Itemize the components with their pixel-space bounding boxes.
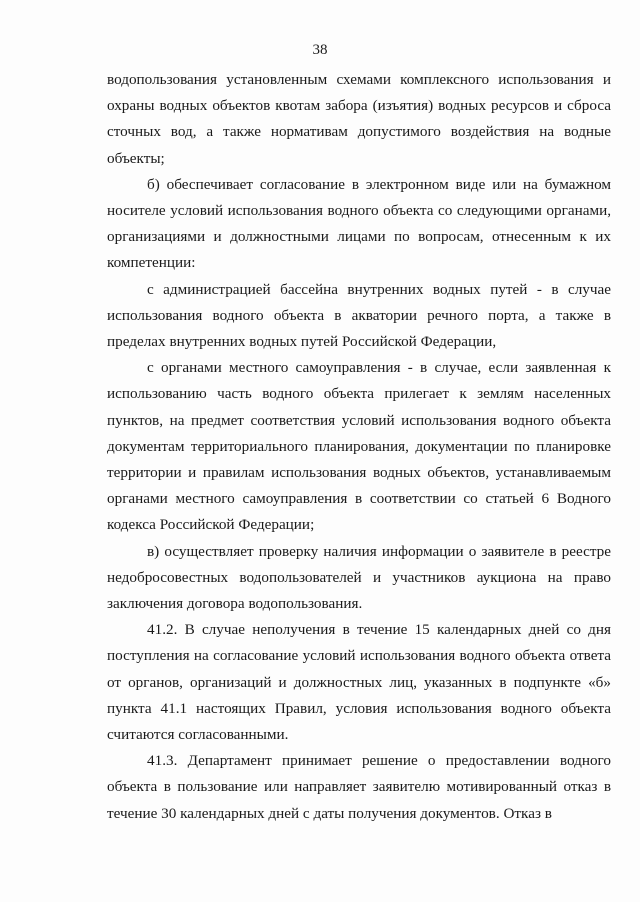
paragraph-41-2: 41.2. В случае неполучения в течение 15 календарных дней со дня поступления на согласование условий использования водного объекта ответа от органов, организаций и должностных лиц, указанных в подпункте «б» пункта 41.1 настоящих Правил, условия использования водного объекта считаются согласованными. [107, 621, 611, 744]
paragraph-41-3: 41.3. Департамент принимает решение о предоставлении водного объекта в пользование или направляет заявителю мотивированный отказ в течение 30 календарных дней с даты получения документов. Отказ в [107, 752, 611, 822]
body-text [107, 67, 611, 827]
paragraph-continuation: водопользования установленным схемами комплексного использования и охраны водных объектов квотам забора (изъятия) водных ресурсов и сброса сточных вод, а также нормативам допустимого воздействия на водные объекты; [107, 71, 611, 167]
paragraph-subitem-b: б) обеспечивает согласование в электронном виде или на бумажном носителе условий использования водного объекта со следующими органами, организациями и должностными лицами по вопросам, отнесенным к их компетенции: [107, 175, 611, 272]
paragraph-waterway-administration: с администрацией бассейна внутренних водных путей - в случае использования водного объекта в акватории речного порта, а также в пределах внутренних водных путей Российской Федерации, [107, 280, 611, 351]
paragraph-local-government: с органами местного самоуправления - в случае, если заявленная к использованию часть водного объекта прилегает к землям населенных пунктов, на предмет соответствия условий использования водного объекта документам территориального планирования, документации по планировке территории и правилам использования водных объектов, устанавливаемым органами местного самоуправления в соответствии со статьей 6 Водного кодекса Российской Федерации; [107, 359, 611, 534]
paragraph-subitem-v: в) осуществляет проверку наличия информации о заявителе в реестре недобросовестных водопользователей и участников аукциона на право заключения договора водопользования. [107, 542, 611, 613]
page-number: 38 [312, 42, 328, 58]
